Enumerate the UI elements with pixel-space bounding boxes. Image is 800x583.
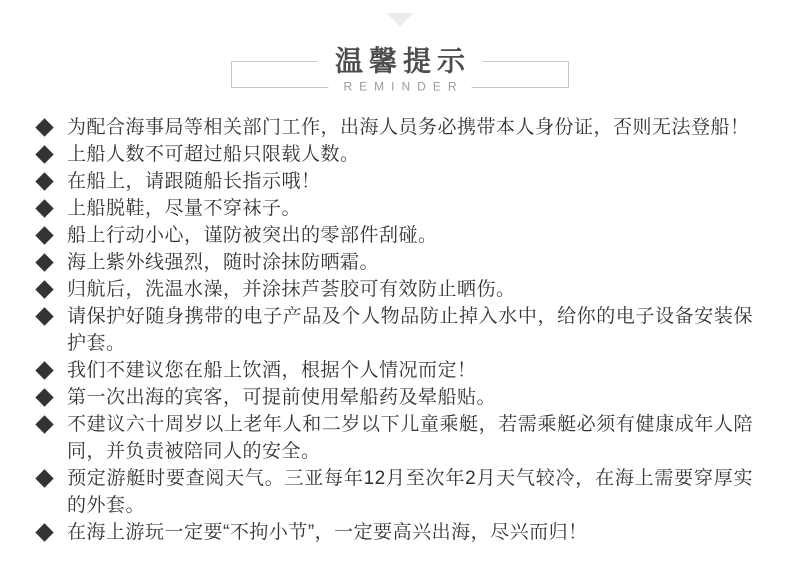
list-item	[35, 141, 753, 168]
list-item	[35, 168, 753, 195]
list-item	[35, 114, 753, 141]
diamond-bullet-icon	[35, 411, 67, 431]
list-item-text: 不建议六十周岁以上老年人和二岁以下儿童乘艇，若需乘艇必须有健康成年人陪同，并负责被陪同人的安全。	[67, 414, 753, 462]
list-item	[35, 249, 753, 276]
list-item	[35, 276, 753, 303]
list-item-text: 第一次出海的宾客，可提前使用晕船药及晕船贴。	[67, 387, 497, 408]
list-item-text: 上船人数不可超过船只限载人数。	[67, 144, 360, 165]
chevron-down-icon	[387, 13, 413, 27]
diamond-bullet-icon	[35, 168, 67, 188]
list-item	[35, 519, 753, 546]
list-item	[35, 195, 753, 222]
list-item-text: 在船上，请跟随船长指示哦！	[67, 171, 321, 192]
list-item	[35, 222, 753, 249]
list-item-text: 请保护好随身携带的电子产品及个人物品防止掉入水中，给你的电子设备安装保护套。	[67, 306, 753, 354]
reminder-notice-page	[0, 13, 800, 546]
list-item-text: 在海上游玩一定要“不拘小节”，一定要高兴出海，尽兴而归！	[67, 522, 588, 543]
list-item-text: 为配合海事局等相关部门工作，出海人员务必携带本人身份证，否则无法登船！	[67, 117, 750, 138]
list-item	[35, 465, 753, 519]
diamond-bullet-icon	[35, 141, 67, 161]
diamond-bullet-icon	[35, 465, 67, 485]
list-item-text: 船上行动小心，谨防被突出的零部件刮碰。	[67, 225, 438, 246]
list-item-text: 预定游艇时要查阅天气。三亚每年12月至次年2月天气较冷，在海上需要穿厚实的外套。	[67, 468, 753, 516]
list-item-text: 上船脱鞋，尽量不穿袜子。	[67, 198, 302, 219]
list-item-text: 归航后，洗温水澡，并涂抹芦荟胶可有效防止晒伤。	[67, 279, 516, 300]
diamond-bullet-icon	[35, 114, 67, 134]
header-frame	[231, 45, 569, 94]
list-item-text: 海上紫外线强烈，随时涂抹防晒霜。	[67, 252, 380, 273]
page-subtitle: REMINDER	[328, 80, 471, 93]
diamond-bullet-icon	[35, 249, 67, 269]
list-item	[35, 357, 753, 384]
notice-list	[0, 114, 800, 546]
diamond-bullet-icon	[35, 384, 67, 404]
diamond-bullet-icon	[35, 303, 67, 323]
list-item	[35, 411, 753, 465]
list-item	[35, 303, 753, 357]
list-item	[35, 384, 753, 411]
diamond-bullet-icon	[35, 276, 67, 296]
list-item-text: 我们不建议您在船上饮酒，根据个人情况而定！	[67, 360, 477, 381]
diamond-bullet-icon	[35, 357, 67, 377]
diamond-bullet-icon	[35, 222, 67, 242]
diamond-bullet-icon	[35, 195, 67, 215]
page-title: 温馨提示	[317, 47, 483, 76]
diamond-bullet-icon	[35, 519, 67, 539]
